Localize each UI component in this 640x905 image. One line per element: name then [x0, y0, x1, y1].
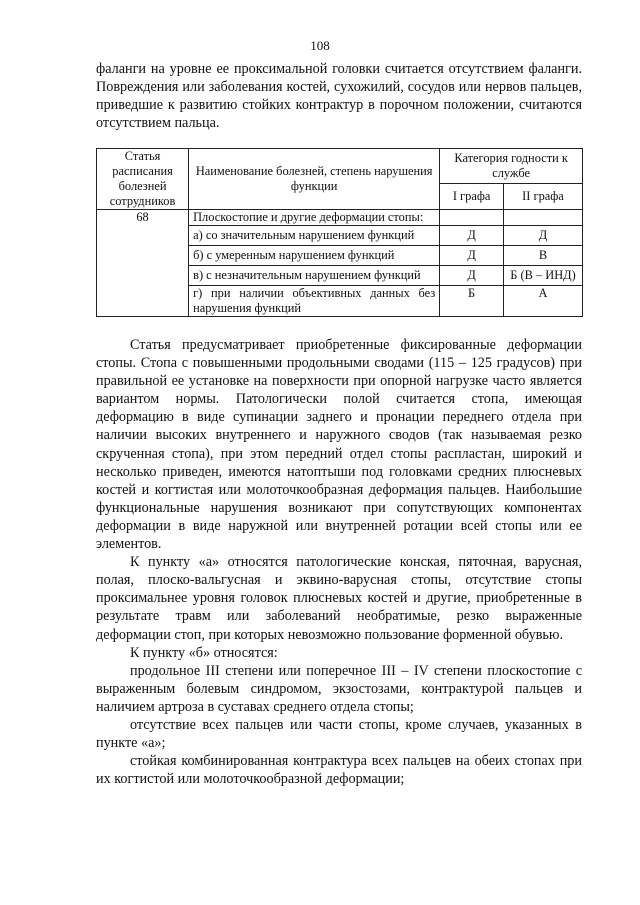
article-number: 68 — [97, 210, 189, 317]
paragraph: отсутствие всех пальцев или части стопы, кроме случаев, указанных в пункте «а»; — [96, 716, 582, 752]
row-d-text: г) при наличии объективных данных без нарушения функций — [189, 286, 440, 317]
row-a-col2: Д — [503, 226, 582, 246]
row-d-col1: Б — [440, 286, 504, 317]
page-number: 108 — [310, 38, 330, 53]
row-a-col1: Д — [440, 226, 504, 246]
body-text — [96, 336, 582, 788]
paragraph: продольное III степени или поперечное III – IV степени плоскостопие с выраженным болевым синдромом, экзостозами, контрактурой пальцев и наличием артроза в суставах среднего отдела стопы; — [96, 662, 582, 715]
paragraph: К пункту «а» относятся патологические конская, пяточная, варусная, полая, плоско-вальгусная и эквино-варусная стопы, отсутствие стопы проксимальнее уровня головок плюсневых костей и другие, приобретенные в результате травм или заболеваний необратимые, резко выраженные деформации стоп, при которых невозможно пользование форменной обувью. — [96, 554, 582, 643]
paragraph: К пункту «б» относятся: — [130, 644, 278, 661]
row-d-col2: А — [503, 286, 582, 317]
table-row — [97, 210, 583, 226]
row-a-text: а) со значительным нарушением функций — [189, 226, 440, 246]
row-b-col1: Д — [440, 246, 504, 266]
paragraph: стойкая комбинированная контрактура всех пальцев на обеих стопах при их когтистой или молоточкообразной деформации; — [96, 753, 582, 788]
header-disease-name: Наименование болезней, степень нарушения функции — [189, 149, 440, 210]
header-category: Категория годности к службе — [440, 149, 583, 184]
row-c-col1: Д — [440, 266, 504, 286]
fitness-category-table — [96, 148, 583, 317]
row-b-text: б) с умеренным нарушением функций — [189, 246, 440, 266]
row-c-text: в) с незначительным нарушением функций — [189, 266, 440, 286]
paragraph: Статья предусматривает приобретенные фиксированные деформации стопы. Стопа с повышенными продольными сводами (115 – 125 градусов) при правильной ее установке на поверхности при опорной нагрузке часто является вариантом нормы. Патологически полой считается стопа, имеющая деформацию в виде супинации заднего и пронации переднего отдела при наличии высоких внутреннего и наружного сводов (так называемая резко скрученная стопа), при этом передний отдел стопы распластан, широкий и несколько приведен, имеются натоптыши под головками средних плюсневых костей и когтистая или молоточкообразная деформация пальцев. Наибольшие функциональные нарушения возникают при сопутствующих компонентах деформации в виде наружной или внутренней ротации всей стопы или ее элементов. — [96, 337, 582, 553]
header-col-2: II графа — [503, 183, 582, 209]
table-header-row — [97, 149, 583, 184]
header-article: Статья расписания болезней сотрудников — [97, 149, 189, 210]
header-col-1: I графа — [440, 183, 504, 209]
disease-name: Плоскостопие и другие деформации стопы: — [189, 210, 440, 226]
row-c-col2: Б (В – ИНД) — [503, 266, 582, 286]
intro-paragraph: фаланги на уровне ее проксимальной головки считается отсутствием фаланги. Повреждения или заболевания костей, сухожилий, сосудов или нервов пальцев, приведшие к развитию стойких контрактур в порочном положении, считаются отсутствием пальца. — [96, 61, 582, 131]
row-b-col2: В — [503, 246, 582, 266]
